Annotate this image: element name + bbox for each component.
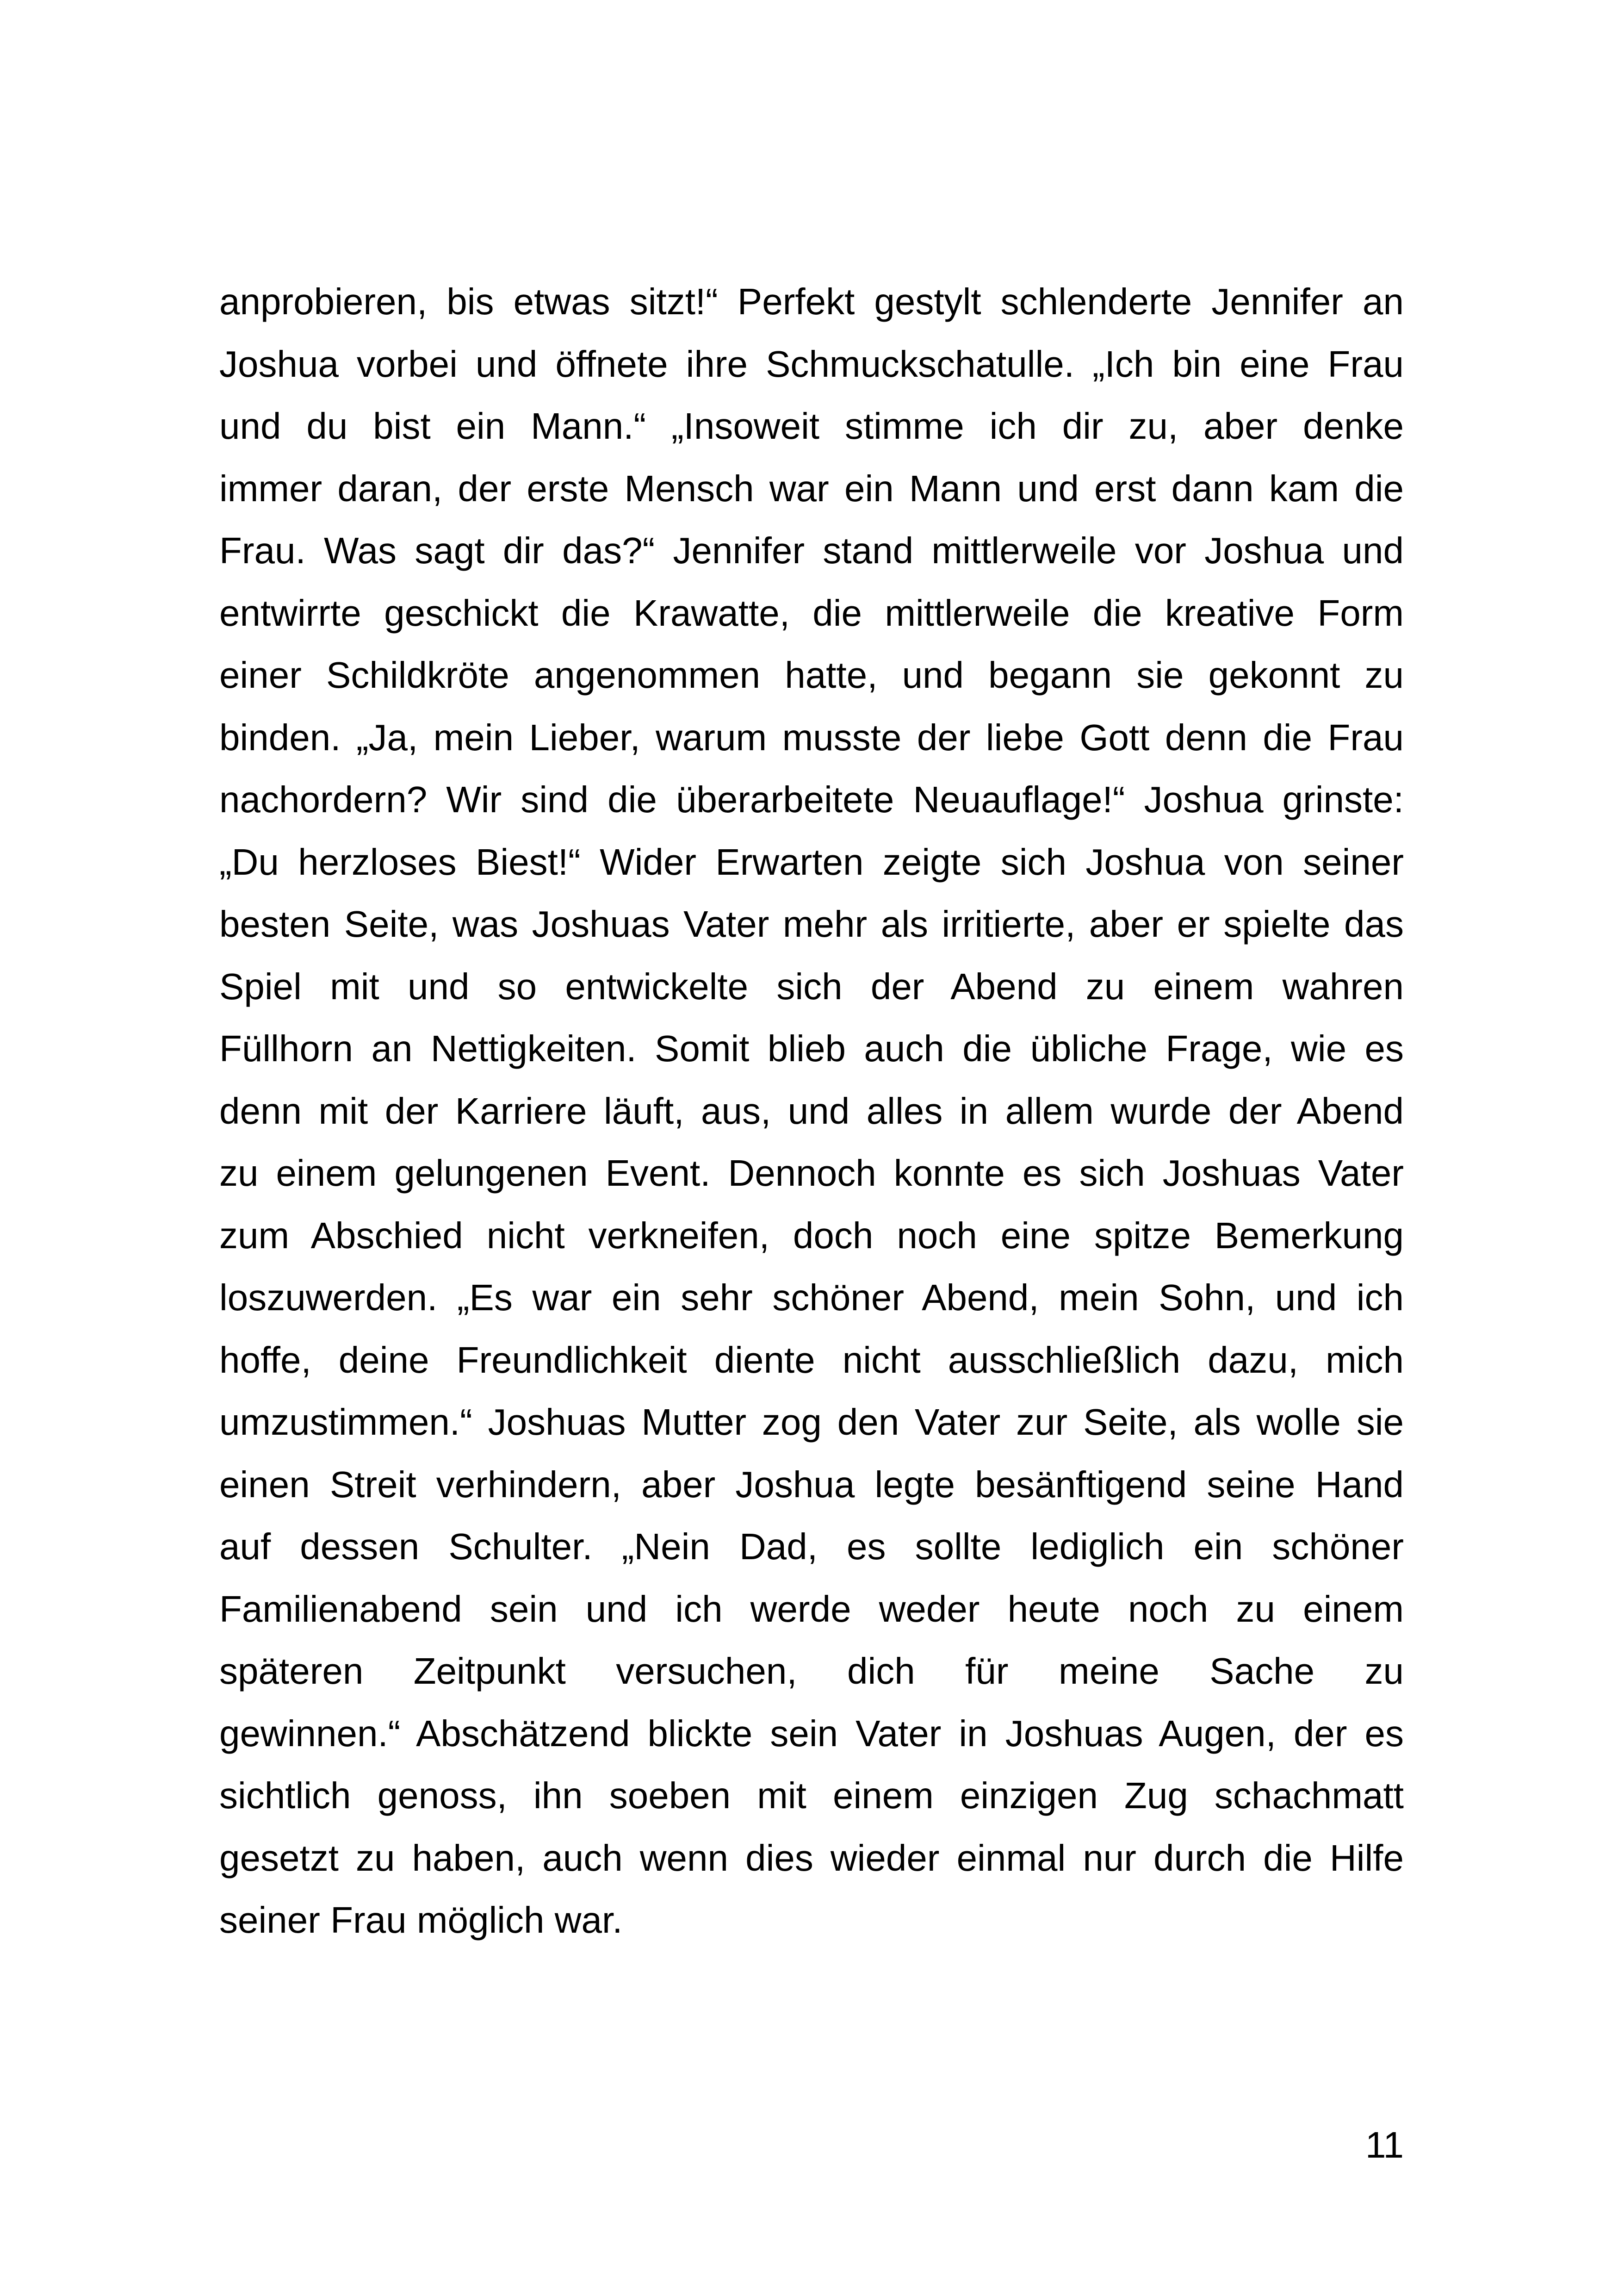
text-line: zu einem gelungenen Event. Dennoch konnte es sich Joshuas Vater bbox=[219, 1152, 1404, 1194]
text-line: umzustimmen.“ Joshuas Mutter zog den Vater zur Seite, als wolle sie bbox=[219, 1401, 1404, 1443]
text-line: denn mit der Karriere läuft, aus, und alles in allem wurde der Abend bbox=[219, 1090, 1404, 1132]
text-line: sichtlich genoss, ihn soeben mit einem einzigen Zug schachmatt bbox=[219, 1775, 1404, 1816]
text-line: immer daran, der erste Mensch war ein Mann und erst dann kam die bbox=[219, 467, 1404, 509]
text-line: Familienabend sein und ich werde weder heute noch zu einem bbox=[219, 1588, 1404, 1630]
text-line: zum Abschied nicht verkneifen, doch noch eine spitze Bemerkung bbox=[219, 1214, 1404, 1256]
text-line: Füllhorn an Nettigkeiten. Somit blieb auch die übliche Frage, wie es bbox=[219, 1028, 1404, 1069]
text-line: einen Streit verhindern, aber Joshua legte besänftigend seine Hand bbox=[219, 1463, 1404, 1505]
text-line: „Du herzloses Biest!“ Wider Erwarten zeigte sich Joshua von seiner bbox=[219, 841, 1404, 883]
text-line: besten Seite, was Joshuas Vater mehr als irritierte, aber er spielte das bbox=[219, 903, 1404, 945]
text-line: späteren Zeitpunkt versuchen, dich für meine Sache zu bbox=[219, 1650, 1404, 1692]
text-line: auf dessen Schulter. „Nein Dad, es sollte lediglich ein schöner bbox=[219, 1526, 1404, 1567]
text-line: gewinnen.“ Abschätzend blickte sein Vater in Joshuas Augen, der es bbox=[219, 1712, 1404, 1754]
text-line: einer Schildkröte angenommen hatte, und begann sie gekonnt zu bbox=[219, 654, 1404, 696]
text-line: loszuwerden. „Es war ein sehr schöner Abend, mein Sohn, und ich bbox=[219, 1277, 1404, 1318]
body-paragraph bbox=[219, 271, 1404, 1952]
text-line: binden. „Ja, mein Lieber, warum musste der liebe Gott denn die Frau bbox=[219, 716, 1404, 758]
text-line: nachordern? Wir sind die überarbeitete Neuauflage!“ Joshua grinste: bbox=[219, 779, 1404, 820]
text-line: gesetzt zu haben, auch wenn dies wieder einmal nur durch die Hilfe bbox=[219, 1837, 1404, 1879]
page-number: 11 bbox=[1365, 2124, 1404, 2165]
text-line: entwirrte geschickt die Krawatte, die mittlerweile die kreative Form bbox=[219, 592, 1404, 634]
text-line: Spiel mit und so entwickelte sich der Abend zu einem wahren bbox=[219, 965, 1404, 1007]
text-line: Joshua vorbei und öffnete ihre Schmuckschatulle. „Ich bin eine Frau bbox=[219, 343, 1404, 385]
text-line: anprobieren, bis etwas sitzt!“ Perfekt gestylt schlenderte Jennifer an bbox=[219, 281, 1404, 322]
text-line: hoffe, deine Freundlichkeit diente nicht ausschließlich dazu, mich bbox=[219, 1339, 1404, 1381]
text-line: und du bist ein Mann.“ „Insoweit stimme ich dir zu, aber denke bbox=[219, 405, 1404, 447]
text-line: seiner Frau möglich war. bbox=[219, 1899, 623, 1941]
text-line: Frau. Was sagt dir das?“ Jennifer stand mittlerweile vor Joshua und bbox=[219, 530, 1404, 571]
